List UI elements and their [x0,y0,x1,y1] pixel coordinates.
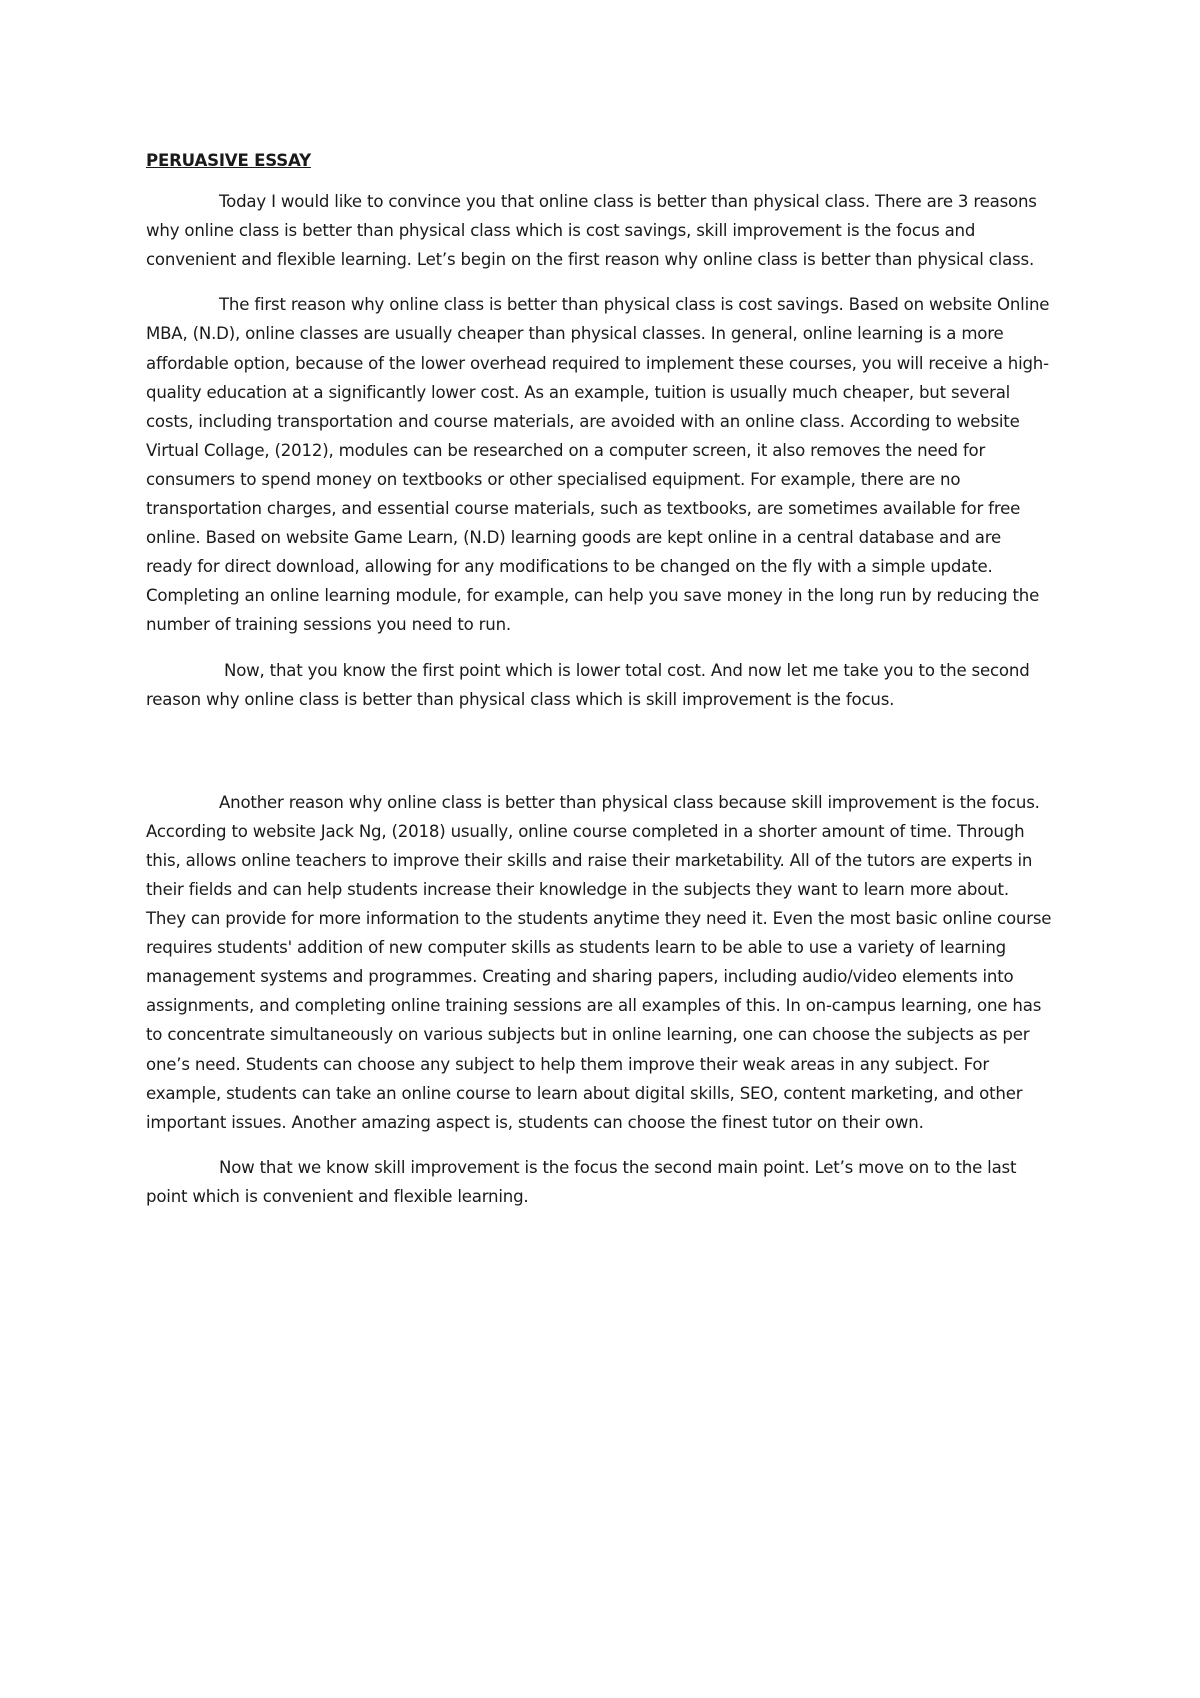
blank-space [146,730,1052,788]
essay-body [146,146,1052,1227]
paragraph-cost-savings: The first reason why online class is better than physical class is cost savings. Based on website Online MBA, (N.D), online classes are usually cheaper than physical classes. In general, online learning is a more affordable option, because of the lower overhead required to implement these courses, you will receive a high-quality education at a significantly lower cost. As an example, tuition is usually much cheaper, but several costs, including transportation and course materials, are avoided with an online class. According to website Virtual Collage, (2012), modules can be researched on a computer screen, it also removes the need for consumers to spend money on textbooks or other specialised equipment. For example, there are no transportation charges, and essential course materials, such as textbooks, are sometimes available for free online. Based on website Game Learn, (N.D) learning goods are kept online in a central database and are ready for direct download, allowing for any modifications to be changed on the fly with a simple update. Completing an online learning module, for example, can help you save money in the long run by reducing the number of training sessions you need to run. [146,295,1050,635]
paragraph-introduction: Today I would like to convince you that online class is better than physical class. There are 3 reasons why online class is better than physical class which is cost savings, skill improvement is the focus and convenient and flexible learning. Let’s begin on the first reason why online class is better than physical class. [146,192,1037,270]
paragraph-transition-two: Now that we know skill improvement is the focus the second main point. Let’s move on to the last point which is convenient and flexible learning. [146,1157,1017,1206]
essay-title: PERUASIVE ESSAY [146,151,311,170]
paragraph-skill-improvement: Another reason why online class is better than physical class because skill improvement is the focus. According to website Jack Ng, (2018) usually, online course completed in a shorter amount of time. Through this, allows online teachers to improve their skills and raise their marketability. All of the tutors are experts in their fields and can help students increase their knowledge in the subjects they want to learn more about. They can provide for more information to the students anytime they need it. Even the most basic online course requires students' addition of new computer skills as students learn to be able to use a variety of learning management systems and programmes. Creating and sharing papers, including audio/video elements into assignments, and completing online training sessions are all examples of this. In on-campus learning, one has to concentrate simultaneously on various subjects but in online learning, one can choose the subjects as per one’s need. Students can choose any subject to help them improve their weak areas in any subject. For example, students can take an online course to learn about digital skills, SEO, content marketing, and other important issues. Another amazing aspect is, students can choose the finest tutor on their own. [146,792,1052,1132]
paragraph-transition-one: Now, that you know the first point which is lower total cost. And now let me take you to the second reason why online class is better than physical class which is skill improvement is the focus. [146,660,1030,709]
